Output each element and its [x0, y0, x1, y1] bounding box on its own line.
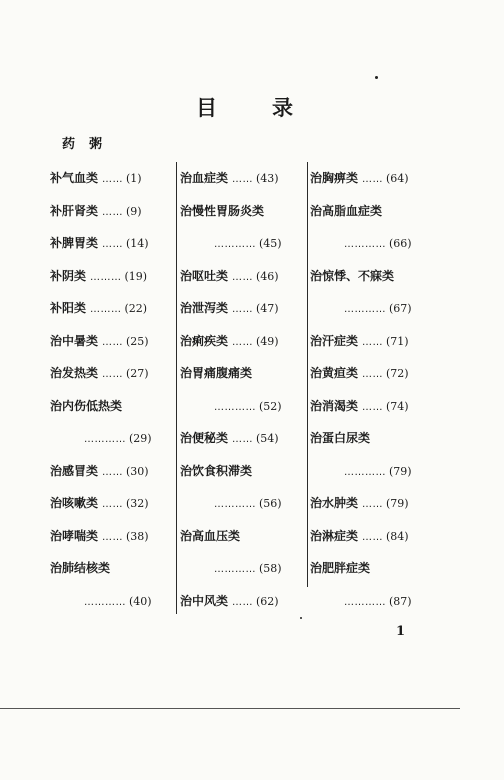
entry-title: 治消渴类	[310, 398, 359, 413]
toc-entry	[50, 195, 174, 228]
entry-title: 治感冒类	[50, 463, 99, 478]
leader-dots: …………	[84, 434, 126, 445]
leader-dots: ……	[102, 369, 124, 380]
toc-entry-continuation	[180, 552, 300, 585]
leader-dots: ……	[362, 369, 384, 380]
toc-entry	[310, 260, 410, 293]
entry-page: (19)	[124, 269, 148, 283]
entry-page: (43)	[256, 172, 279, 185]
entry-page: (46)	[256, 269, 279, 283]
toc-entry	[180, 520, 300, 553]
toc-column-2	[180, 162, 300, 617]
entry-page: (30)	[126, 464, 149, 478]
toc-entry-continuation	[180, 390, 300, 423]
leader-dots: ……	[102, 499, 124, 510]
entry-title: 治肺结核类	[50, 561, 111, 575]
leader-dots: ……	[232, 596, 254, 608]
entry-title: 治胃痛腹痛类	[180, 366, 253, 380]
entry-page: (84)	[386, 529, 409, 543]
entry-page: (71)	[386, 334, 409, 348]
column-divider	[176, 162, 177, 614]
toc-entry	[310, 422, 410, 455]
leader-dots: ……	[362, 174, 384, 185]
entry-title: 补脾胃类	[50, 236, 99, 250]
leader-dots: ……	[232, 336, 254, 348]
leader-dots: ……	[102, 206, 124, 218]
toc-column-3	[310, 162, 410, 617]
toc-entry-continuation	[310, 455, 410, 488]
leader-dots: …………	[214, 401, 256, 413]
entry-title: 补气血类	[50, 171, 99, 185]
leader-dots: ……	[232, 174, 254, 185]
toc-entry	[180, 260, 300, 293]
entry-title: 治哮喘类	[50, 528, 99, 543]
entry-page: (79)	[386, 497, 409, 510]
toc-entry	[50, 520, 174, 553]
leader-dots: ……	[102, 336, 124, 348]
entry-title: 治内伤低热类	[50, 398, 123, 413]
entry-title: 治蛋白尿类	[310, 431, 371, 445]
ink-speck	[375, 76, 378, 79]
toc-entry	[310, 195, 410, 228]
entry-title: 治血症类	[180, 171, 229, 185]
toc-entry	[310, 487, 410, 520]
toc-entry	[50, 292, 174, 325]
leader-dots: …………	[84, 596, 126, 608]
entry-title: 治慢性胃肠炎类	[180, 203, 265, 218]
entry-title: 治饮食积滞类	[180, 463, 253, 478]
entry-page: (32)	[126, 497, 149, 510]
column-divider	[307, 162, 308, 587]
entry-page: (14)	[126, 237, 149, 250]
entry-page: (38)	[126, 529, 149, 543]
title-char-2: 录	[272, 96, 293, 120]
toc-entry	[180, 585, 300, 618]
toc-entry	[50, 357, 174, 390]
entry-title: 补阳类	[50, 301, 87, 315]
leader-dots: ……	[232, 434, 254, 445]
entry-page: (25)	[126, 334, 149, 348]
entry-page: (22)	[124, 302, 148, 315]
toc-entry-continuation	[180, 227, 300, 260]
leader-dots: ……	[362, 336, 384, 348]
toc-entry-continuation	[50, 585, 174, 618]
toc-entry	[50, 162, 174, 195]
toc-entry	[50, 552, 174, 585]
entry-title: 治高血压类	[180, 528, 241, 543]
title-char-1: 目	[196, 96, 217, 120]
entry-page: (79)	[389, 464, 412, 478]
entry-page: (66)	[389, 237, 412, 250]
leader-dots: …………	[344, 466, 386, 478]
entry-page: (72)	[386, 367, 409, 380]
entry-page: (52)	[259, 399, 282, 413]
page-number: 1	[396, 624, 406, 639]
entry-title: 补阴类	[50, 268, 87, 283]
entry-title: 治呕吐类	[180, 268, 229, 283]
entry-page: (67)	[389, 302, 412, 315]
entry-page: (27)	[126, 367, 149, 380]
leader-dots: ……	[102, 174, 124, 185]
toc-column-1	[50, 162, 174, 617]
leader-dots: ……	[362, 531, 384, 543]
toc-entry	[50, 390, 174, 423]
toc-entry	[50, 487, 174, 520]
toc-entry-continuation	[310, 585, 410, 618]
toc-entry-continuation	[50, 422, 174, 455]
toc-entry	[180, 195, 300, 228]
leader-dots: ……	[232, 271, 254, 283]
entry-title: 治惊悸、不寐类	[310, 268, 395, 283]
entry-title: 治肥胖症类	[310, 561, 371, 575]
leader-dots: …………	[214, 499, 256, 510]
entry-title: 治咳嗽类	[50, 496, 99, 510]
leader-dots: ……	[362, 401, 384, 413]
toc-entry	[180, 292, 300, 325]
toc-entry	[50, 227, 174, 260]
toc-entry	[50, 325, 174, 358]
toc-entry-continuation	[310, 227, 410, 260]
toc-entry	[50, 455, 174, 488]
entry-title: 治淋症类	[310, 528, 359, 543]
section-heading: 药粥	[62, 137, 117, 152]
leader-dots: …………	[344, 304, 386, 315]
leader-dots: ……	[102, 466, 124, 478]
entry-page: (58)	[259, 562, 282, 575]
leader-dots: …………	[344, 596, 386, 608]
entry-page: (64)	[386, 172, 409, 185]
entry-page: (74)	[386, 399, 409, 413]
ink-speck	[300, 617, 302, 619]
entry-title: 补肝肾类	[50, 203, 99, 218]
leader-dots: …………	[344, 239, 386, 250]
entry-page: (62)	[256, 594, 279, 608]
toc-entry	[310, 552, 410, 585]
entry-title: 治中风类	[180, 593, 229, 608]
entry-title: 治高脂血症类	[310, 203, 383, 218]
leader-dots: ………	[90, 271, 122, 283]
toc-entry	[310, 325, 410, 358]
leader-dots: ………	[90, 304, 122, 315]
toc-entry	[310, 520, 410, 553]
entry-title: 治发热类	[50, 366, 99, 380]
toc-entry-continuation	[180, 487, 300, 520]
leader-dots: ……	[102, 239, 124, 250]
toc-entry	[310, 357, 410, 390]
leader-dots: …………	[214, 239, 256, 250]
entry-page: (29)	[129, 432, 152, 445]
entry-title: 治痢疾类	[180, 333, 229, 348]
entry-title: 治中暑类	[50, 333, 99, 348]
leader-dots: …………	[214, 564, 256, 575]
entry-page: (54)	[256, 432, 279, 445]
leader-dots: ……	[232, 304, 254, 315]
toc-entry	[180, 357, 300, 390]
entry-title: 治水肿类	[310, 496, 359, 510]
entry-page: (87)	[389, 594, 412, 608]
entry-title: 治便秘类	[180, 431, 229, 445]
toc-entry	[310, 162, 410, 195]
toc-entry	[180, 325, 300, 358]
bottom-rule	[0, 708, 460, 709]
toc-entry	[180, 455, 300, 488]
toc-entry	[50, 260, 174, 293]
entry-page: (49)	[256, 334, 279, 348]
toc-entry	[180, 422, 300, 455]
entry-page: (47)	[256, 302, 279, 315]
entry-page: (1)	[126, 172, 142, 185]
leader-dots: ……	[362, 499, 384, 510]
entry-page: (56)	[259, 497, 282, 510]
entry-page: (40)	[129, 594, 152, 608]
toc-entry-continuation	[310, 292, 410, 325]
entry-page: (9)	[126, 204, 142, 218]
toc-entry	[310, 390, 410, 423]
toc-entry	[180, 162, 300, 195]
entry-page: (45)	[259, 237, 282, 250]
entry-title: 治汗症类	[310, 333, 359, 348]
entry-title: 治黄疸类	[310, 366, 359, 380]
entry-title: 治泄泻类	[180, 301, 229, 315]
leader-dots: ……	[102, 531, 124, 543]
entry-title: 治胸痹类	[310, 171, 359, 185]
